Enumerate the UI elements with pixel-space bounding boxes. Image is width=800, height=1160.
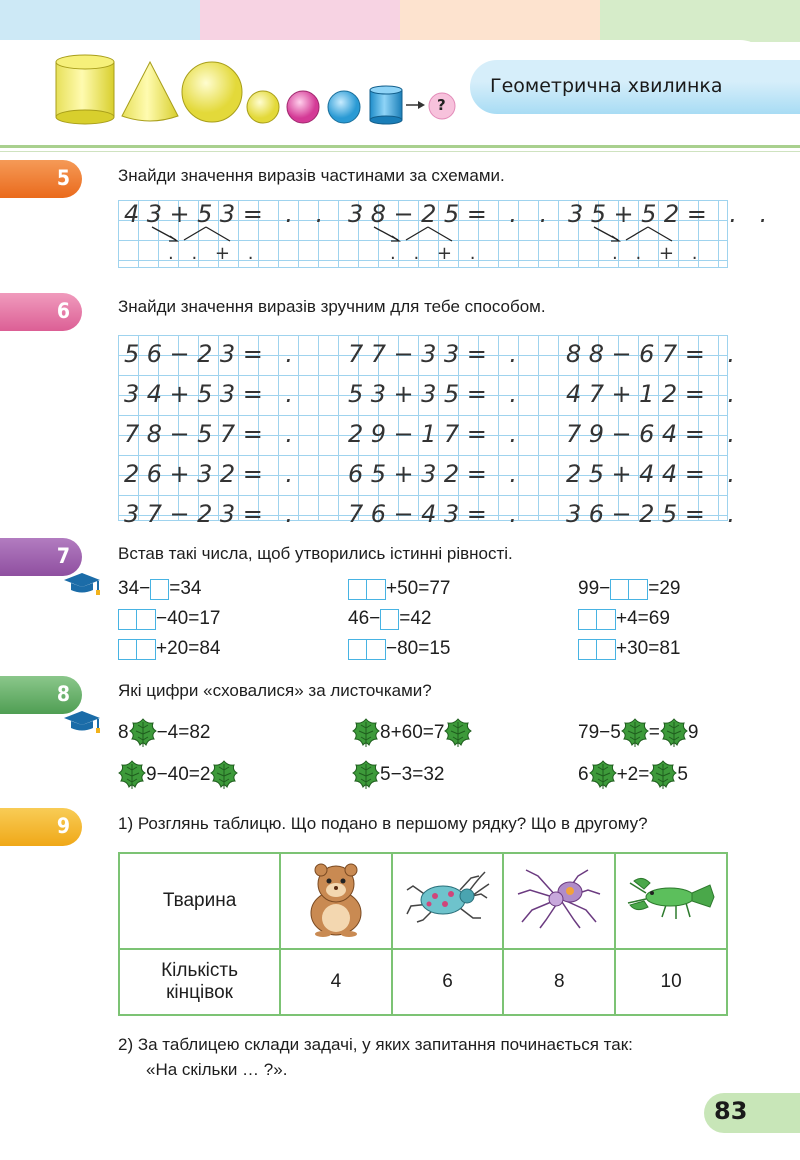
table-row bbox=[119, 949, 727, 1015]
header-divider-thin bbox=[0, 151, 800, 152]
equation-part: = bbox=[648, 722, 660, 743]
equation-part: −80=15 bbox=[386, 638, 451, 659]
task-number-label: 8 bbox=[56, 682, 70, 706]
answer-box[interactable] bbox=[597, 639, 616, 660]
equation-part: 9 bbox=[687, 722, 699, 743]
task6-expression: 37−23= . bbox=[124, 500, 301, 528]
oak-leaf-icon bbox=[129, 718, 157, 748]
oak-leaf-icon bbox=[118, 760, 146, 790]
spider-image bbox=[503, 853, 615, 949]
equation-part: +2= bbox=[616, 764, 650, 785]
answer-box[interactable] bbox=[578, 639, 597, 660]
answer-box[interactable] bbox=[597, 609, 616, 630]
page-number: 83 bbox=[714, 1097, 748, 1125]
row-header-animal: Тварина bbox=[119, 853, 280, 949]
task7-equation bbox=[118, 638, 220, 660]
task-number-9 bbox=[0, 808, 82, 846]
oak-leaf-icon bbox=[649, 760, 677, 790]
task6-expression: 65+32= . bbox=[348, 460, 525, 488]
oak-leaf-icon bbox=[660, 718, 688, 748]
oak-leaf-icon bbox=[444, 718, 472, 748]
equation-part: 5−3=32 bbox=[380, 764, 445, 785]
task6-expression: 56−23= . bbox=[124, 340, 301, 368]
task5-sub-3: . . + . bbox=[612, 243, 704, 264]
equation-part: 9−40=2 bbox=[146, 764, 211, 785]
oak-leaf-icon bbox=[621, 718, 649, 748]
answer-box[interactable] bbox=[118, 639, 137, 660]
task6-expression: 88−67= . bbox=[566, 340, 743, 368]
task6-expression: 47+12= . bbox=[566, 380, 743, 408]
cylinder-yellow bbox=[56, 55, 114, 124]
spider-icon bbox=[516, 866, 602, 930]
task8-equation bbox=[118, 760, 238, 790]
task8-equation bbox=[578, 760, 688, 790]
task7-equation bbox=[118, 608, 220, 630]
answer-box[interactable] bbox=[380, 609, 399, 630]
row-header-limbs bbox=[119, 949, 280, 1015]
equation-part: +30=81 bbox=[616, 638, 681, 659]
task7-equation bbox=[118, 578, 201, 600]
task7-equation bbox=[578, 608, 670, 630]
task9-question-1: 1) Розглянь таблицю. Що подано в першому рядку? Що в другому? bbox=[118, 814, 648, 833]
answer-box[interactable] bbox=[348, 639, 367, 660]
oak-leaf-icon bbox=[352, 718, 380, 748]
table-row bbox=[119, 853, 727, 949]
task5-scheme-lines bbox=[118, 200, 728, 268]
sphere-pink bbox=[287, 91, 319, 123]
equation-part: 8+60=7 bbox=[380, 722, 445, 743]
task-number-label: 9 bbox=[56, 814, 70, 838]
oak-leaf-icon bbox=[210, 760, 238, 790]
beetle-icon bbox=[405, 868, 491, 928]
banner-title: Геометрична хвилинка bbox=[490, 75, 723, 97]
cone-yellow bbox=[122, 62, 178, 121]
equation-part: 99− bbox=[578, 578, 611, 599]
task-number-6 bbox=[0, 293, 82, 331]
sphere-small-yellow bbox=[247, 91, 279, 123]
table-cell: 6 bbox=[392, 949, 504, 1015]
graduation-cap-icon bbox=[62, 570, 102, 598]
answer-box[interactable] bbox=[367, 579, 386, 600]
answer-box[interactable] bbox=[118, 609, 137, 630]
section-banner bbox=[470, 60, 800, 114]
task6-expression: 79−64= . bbox=[566, 420, 743, 448]
table-cell: 4 bbox=[280, 949, 392, 1015]
answer-box[interactable] bbox=[610, 579, 629, 600]
task-number-label: 5 bbox=[56, 166, 70, 190]
crayfish-icon bbox=[626, 873, 716, 923]
task6-expression: 77−33= . bbox=[348, 340, 525, 368]
equation-part: −4=82 bbox=[156, 722, 211, 743]
answer-box[interactable] bbox=[578, 609, 597, 630]
task-number-label: 7 bbox=[56, 544, 70, 568]
equation-part: −40=17 bbox=[156, 608, 221, 629]
animal-limbs-table bbox=[118, 852, 728, 1016]
task5-sub-1: . . + . bbox=[168, 243, 260, 264]
task7-equation bbox=[578, 578, 680, 600]
sphere-blue bbox=[328, 91, 360, 123]
equation-part: +4=69 bbox=[616, 608, 670, 629]
task6-expression: 76−43= . bbox=[348, 500, 525, 528]
task6-expression: 25+44= . bbox=[566, 460, 743, 488]
answer-box[interactable] bbox=[367, 639, 386, 660]
task-number-label: 6 bbox=[56, 299, 70, 323]
equation-part: +20=84 bbox=[156, 638, 221, 659]
task-number-5 bbox=[0, 160, 82, 198]
cylinder-blue bbox=[370, 86, 402, 124]
row-header-limbs-line1: Кількість bbox=[161, 960, 239, 981]
task6-expression: 26+32= . bbox=[124, 460, 301, 488]
sphere-large-yellow bbox=[182, 62, 242, 122]
task8-equation bbox=[118, 718, 210, 748]
task7-equation bbox=[348, 638, 450, 660]
hamster-icon bbox=[301, 858, 371, 938]
task7-equation bbox=[348, 608, 431, 630]
task5-expr-3: 35+52= . . bbox=[568, 200, 775, 228]
row-header-limbs-line2: кінцівок bbox=[166, 982, 233, 1003]
graduation-cap-icon bbox=[62, 708, 102, 736]
task7-equation bbox=[578, 638, 680, 660]
beetle-image bbox=[392, 853, 504, 949]
question-mark: ? bbox=[437, 96, 446, 114]
task8-equation bbox=[352, 718, 472, 748]
task5-sub-2: . . + . bbox=[390, 243, 482, 264]
task5-text: Знайди значення виразів частинами за схемами. bbox=[118, 166, 505, 185]
answer-box[interactable] bbox=[629, 579, 648, 600]
equation-part: =34 bbox=[169, 578, 202, 599]
task6-text: Знайди значення виразів зручним для тебе способом. bbox=[118, 297, 546, 316]
task9-question-2-line1: 2) За таблицею склади задачі, у яких запитання починається так: bbox=[118, 1035, 633, 1054]
equation-part: 46− bbox=[348, 608, 381, 629]
task8-equation bbox=[352, 760, 444, 790]
task8-equation bbox=[578, 718, 698, 748]
answer-box[interactable] bbox=[137, 639, 156, 660]
equation-part: =29 bbox=[648, 578, 681, 599]
oak-leaf-icon bbox=[352, 760, 380, 790]
arrow-icon bbox=[406, 101, 425, 109]
answer-box[interactable] bbox=[137, 609, 156, 630]
task6-expression: 29−17= . bbox=[348, 420, 525, 448]
answer-box[interactable] bbox=[348, 579, 367, 600]
equation-part: =42 bbox=[399, 608, 432, 629]
page-number-badge bbox=[704, 1093, 800, 1133]
equation-part: 6 bbox=[578, 764, 589, 785]
equation-part: +50=77 bbox=[386, 578, 451, 599]
task5-expr-1: 43+53= . . bbox=[124, 200, 331, 228]
task8-text: Які цифри «сховалися» за листочками? bbox=[118, 681, 432, 700]
equation-part: 79−5 bbox=[578, 722, 621, 743]
task7-text: Встав такі числа, щоб утворились істинні рівності. bbox=[118, 544, 513, 563]
task5-expr-2: 38−25= . . bbox=[348, 200, 555, 228]
answer-box[interactable] bbox=[150, 579, 169, 600]
equation-part: 8 bbox=[118, 722, 129, 743]
geometric-shapes bbox=[52, 52, 467, 127]
task7-equation bbox=[348, 578, 450, 600]
task6-expression: 36−25= . bbox=[566, 500, 743, 528]
hamster-image bbox=[280, 853, 392, 949]
header-divider bbox=[0, 145, 800, 148]
crayfish-image bbox=[615, 853, 727, 949]
task6-expression: 53+35= . bbox=[348, 380, 525, 408]
table-cell: 8 bbox=[503, 949, 615, 1015]
oak-leaf-icon bbox=[589, 760, 617, 790]
equation-part: 5 bbox=[677, 764, 688, 785]
task6-expression: 34+53= . bbox=[124, 380, 301, 408]
table-cell: 10 bbox=[615, 949, 727, 1015]
top-color-strip bbox=[0, 0, 800, 42]
task9-question-2-line2: «На скільки … ?». bbox=[146, 1060, 288, 1079]
equation-part: 34− bbox=[118, 578, 151, 599]
task6-expression: 78−57= . bbox=[124, 420, 301, 448]
